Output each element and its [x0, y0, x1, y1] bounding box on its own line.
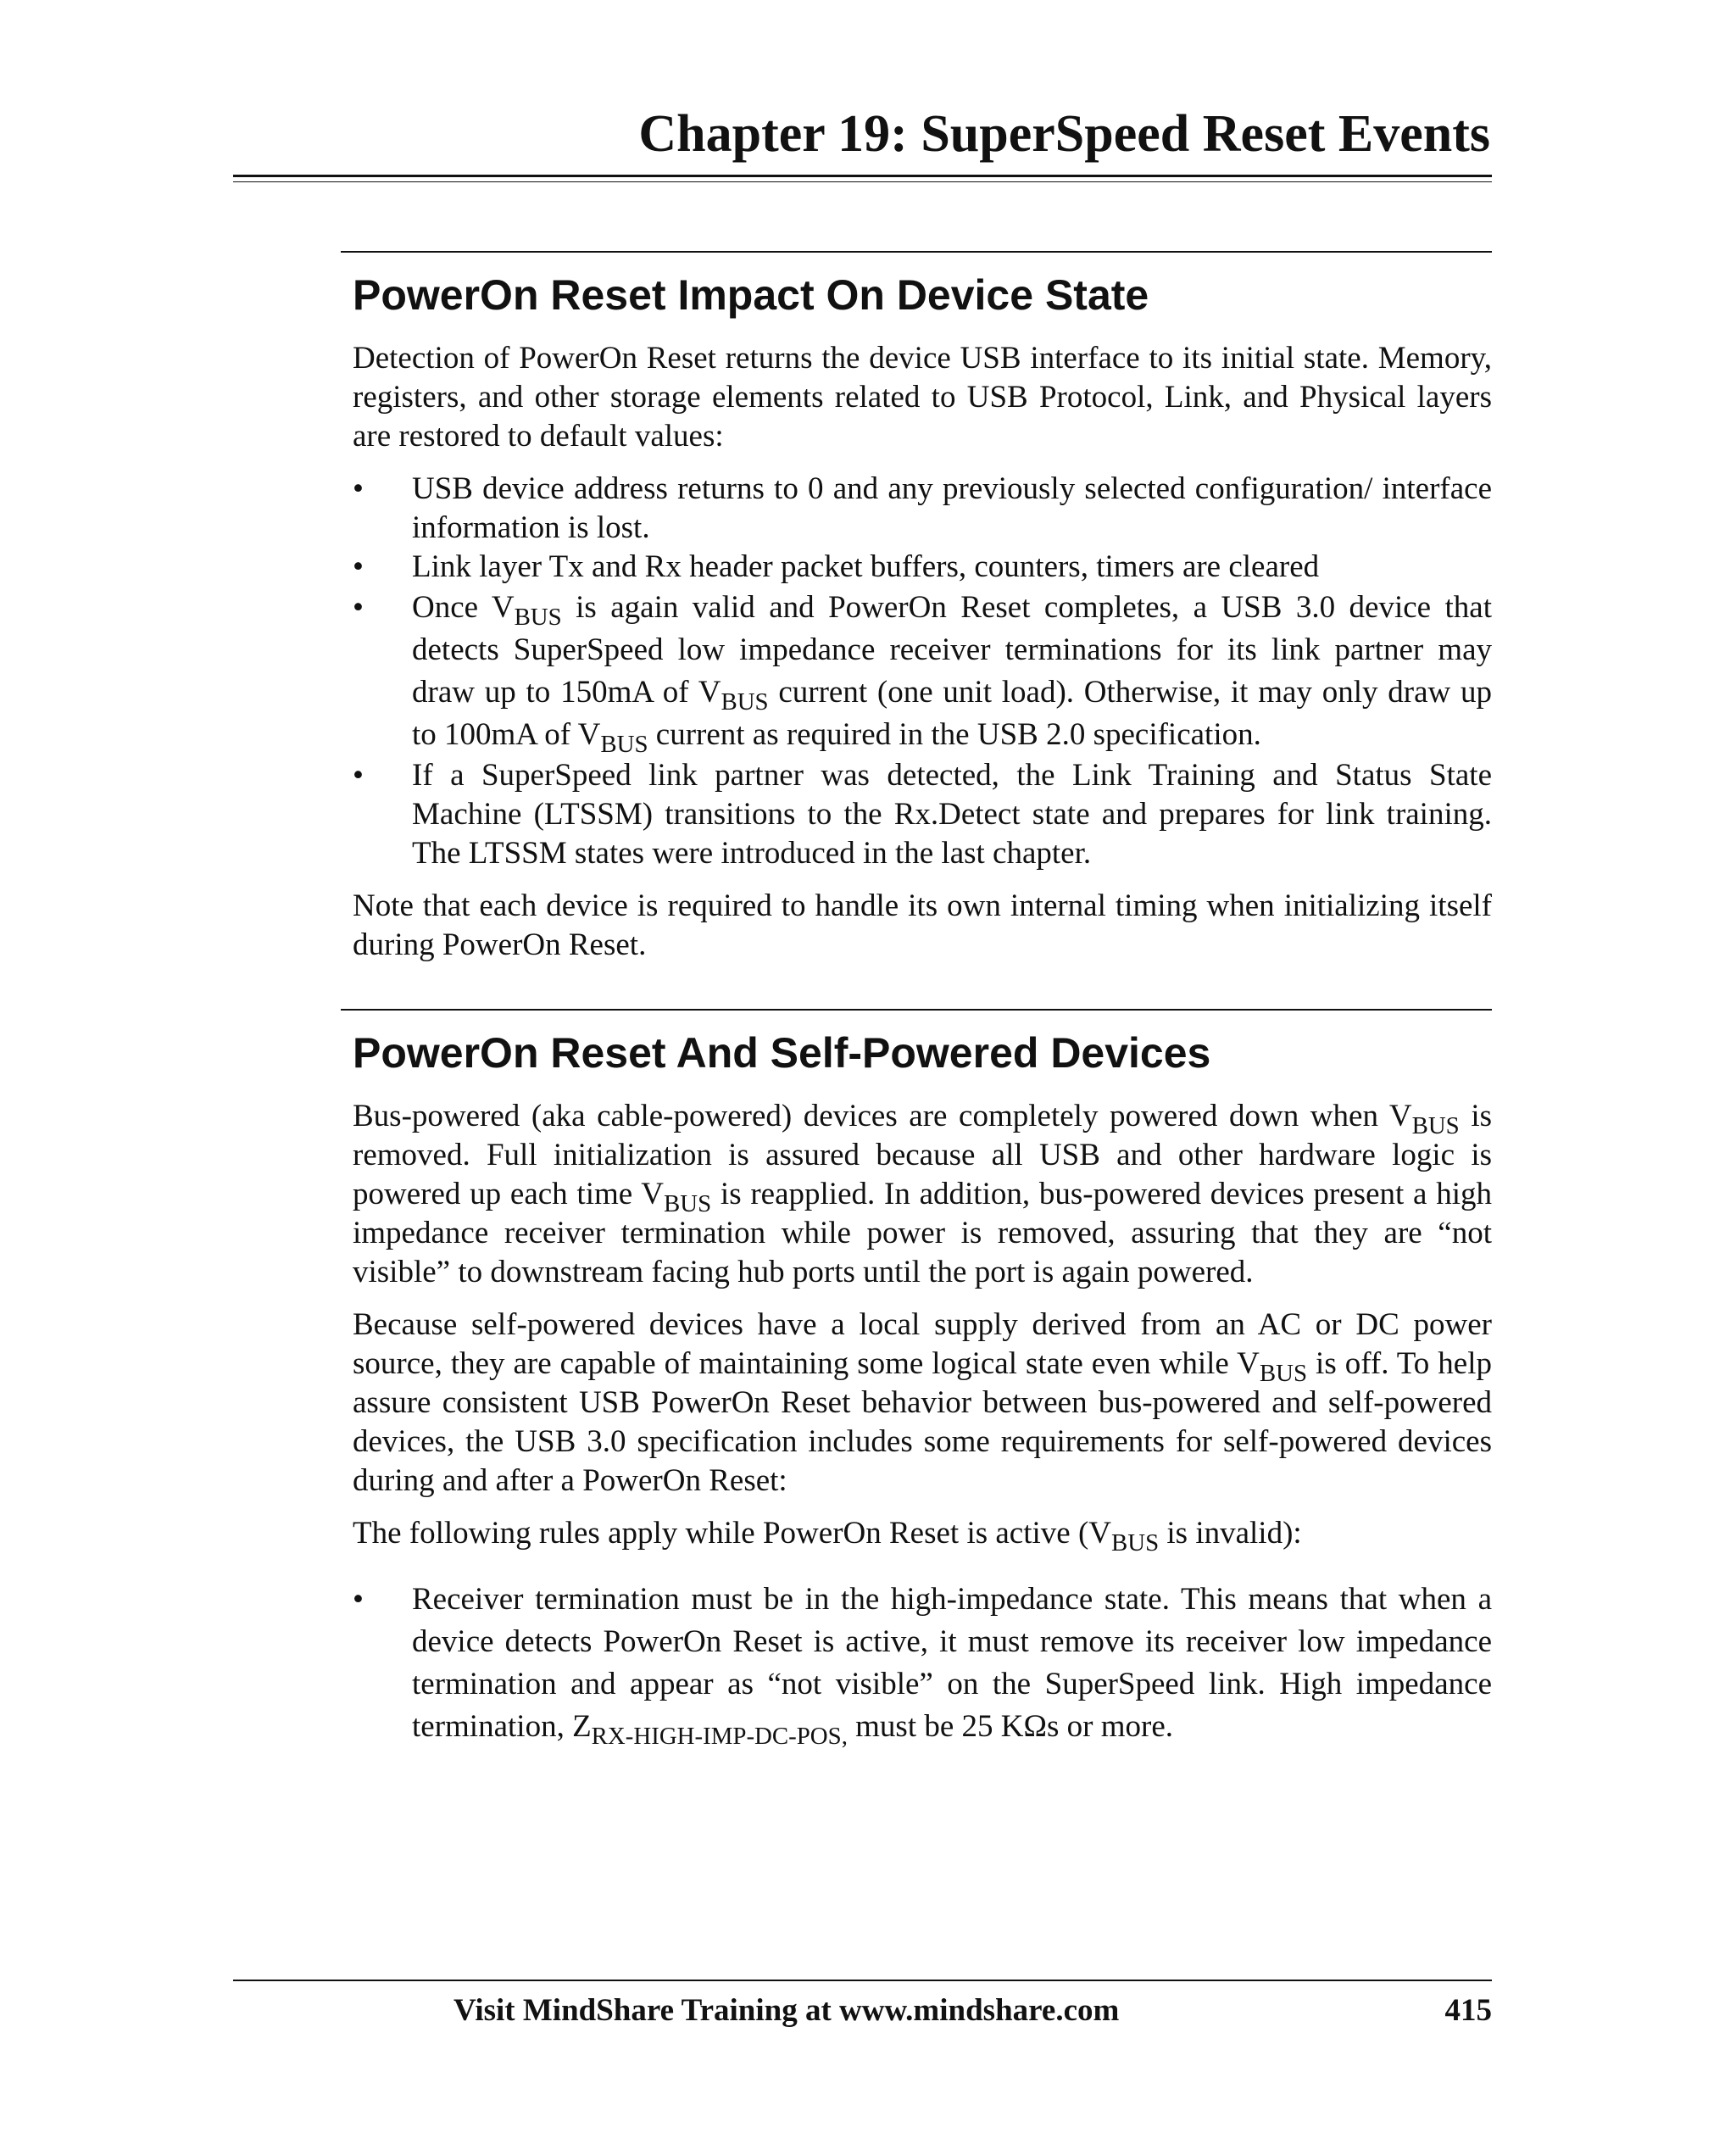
text-run: current as required in the USB 2.0 specification. [648, 717, 1261, 752]
footer-text: Visit MindShare Training at www.mindshare.com [453, 1993, 1120, 2028]
footer-rule [233, 1980, 1492, 1981]
header-rule-thin [233, 181, 1492, 182]
chapter-header [233, 100, 1492, 182]
page-number: 415 [1444, 1993, 1492, 2028]
text-run: Receiver termination must be in the high-impedance state. This means that when a device detects PowerOn Reset is active, it must remove its receiver low impedance termination and appear as “not visible” on the SuperSpeed link. High impedance termination, Z [412, 1582, 1492, 1744]
section-body [353, 1097, 1493, 1751]
subscript: BUS [600, 731, 648, 759]
list-item [353, 587, 1492, 759]
page-content [341, 251, 1492, 1762]
text-run: is again valid and PowerOn Reset completes, a USB 3.0 device that detects SuperSpeed low impedance receiver terminations for its link partner may draw up to 150mA of V [412, 590, 1492, 710]
chapter-title: Chapter 19: SuperSpeed Reset Events [638, 105, 1490, 163]
section-heading: PowerOn Reset Impact On Device State [353, 271, 1149, 319]
text-run: must be 25 KΩs or more. [847, 1709, 1173, 1744]
subscript: BUS [1259, 1360, 1308, 1388]
subscript: BUS [721, 688, 769, 716]
list-item [353, 1579, 1492, 1751]
footer-row [233, 1991, 1492, 2030]
text-run: is reapplied. In addition, bus-powered devices present a high impedance receiver termination while power is removed, assuring that they are “not visible” to downstream facing hub ports until the port is again powered. [353, 1177, 1493, 1289]
text-run: is invalid): [1159, 1516, 1302, 1551]
paragraph [353, 1514, 1492, 1557]
subscript: BUS [514, 604, 562, 632]
paragraph [353, 1306, 1492, 1501]
intro-paragraph: Detection of PowerOn Reset returns the device USB interface to its initial state. Memory, registers, and other storage elements related to USB Protocol, Link, and Physical layers are restored to default values: [353, 341, 1492, 454]
section-self-powered [341, 1009, 1493, 1751]
subscript: BUS [1111, 1529, 1160, 1557]
list-item: • If a SuperSpeed link partner was detected, the Link Training and Status State Machine (LTSSM) transitions to the Rx.Detect state and prepares for link training. The LTSSM states were introduced in the last chapter. [353, 756, 1492, 873]
text-run: Bus-powered (aka cable-powered) devices are completely powered down when V [353, 1099, 1412, 1133]
section-device-state [341, 251, 1492, 965]
header-rule-thick [233, 175, 1492, 177]
subscript: BUS [1411, 1112, 1460, 1140]
section-heading: PowerOn Reset And Self-Powered Devices [353, 1029, 1211, 1077]
list-item: • Link layer Tx and Rx header packet buffers, counters, timers are cleared [353, 548, 1492, 587]
text-run: The following rules apply while PowerOn Reset is active (V [353, 1516, 1111, 1551]
text-run: current (one unit load). Otherwise, it may only draw up to 100mA of V [412, 675, 1492, 752]
list-item: • USB device address returns to 0 and any previously selected configuration/ interface information is lost. [353, 470, 1492, 548]
section-rule [341, 251, 1492, 253]
page-footer [233, 1980, 1492, 2030]
subscript: BUS [664, 1190, 712, 1218]
text-run: Once V [412, 590, 515, 625]
section-rule [341, 1009, 1492, 1011]
reset-effects-list [353, 470, 1492, 873]
subscript: RX-HIGH-IMP-DC-POS, [591, 1723, 848, 1751]
text-run: is removed. Full initialization is assured because all USB and other hardware logic is powered up each time V [353, 1099, 1492, 1211]
text-run: is off. To help assure consistent USB PowerOn Reset behavior between bus-powered and self-powered devices, the USB 3.0 specification includes some requirements for self-powered devices during and after a PowerOn Reset: [353, 1346, 1492, 1498]
paragraph [353, 1097, 1492, 1292]
rules-list [353, 1579, 1492, 1751]
note-paragraph: Note that each device is required to handle its own internal timing when initializing itself during PowerOn Reset. [353, 888, 1492, 962]
text-run: Because self-powered devices have a local supply derived from an AC or DC power source, they are capable of maintaining some logical state even while V [353, 1307, 1492, 1381]
section-body [353, 339, 1492, 965]
